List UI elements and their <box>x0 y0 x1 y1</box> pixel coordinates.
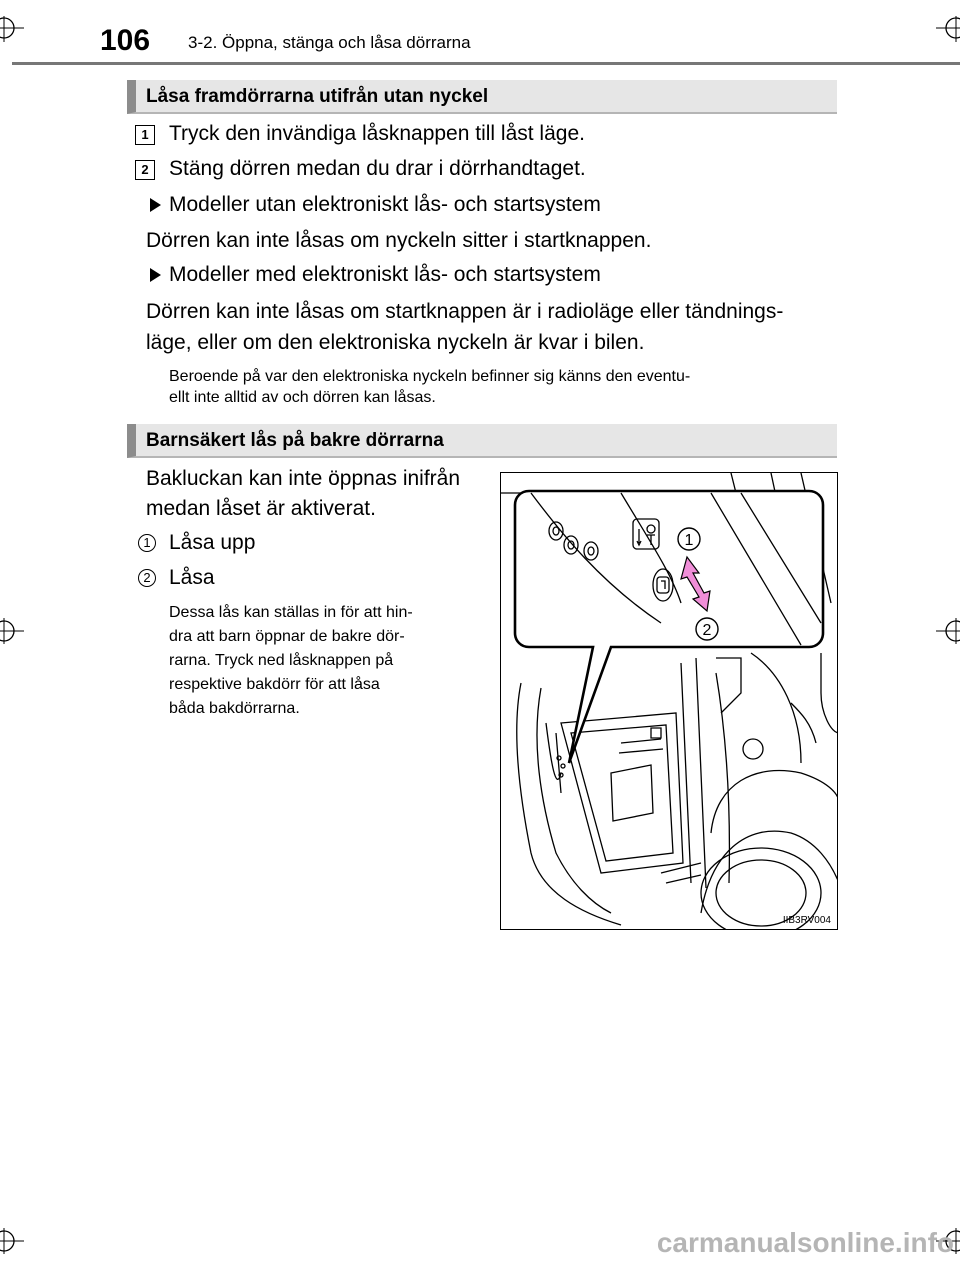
step-2-text: Stäng dörren medan du drar i dörrhandtaget. <box>169 157 586 180</box>
child-lock-note-line-5: båda bakdörrarna. <box>169 700 300 717</box>
item-unlock-label: Låsa upp <box>169 531 256 554</box>
header-rule <box>12 62 960 65</box>
child-lock-intro-line-2: medan låset är aktiverat. <box>146 497 376 520</box>
figure-callout-1: 1 <box>684 532 694 549</box>
callout-number-1: 1 <box>138 534 156 552</box>
section-heading-text: Barnsäkert lås på bakre dörrarna <box>146 430 444 451</box>
child-lock-note-line-1: Dessa lås kan ställas in för att hin- <box>169 604 413 621</box>
watermark: carmanualsonline.info <box>656 1227 954 1258</box>
note-line-1: Beroende på var den elektroniska nyckeln befinner sig känns den eventu- <box>169 368 691 385</box>
triangle-bullet-icon <box>150 268 161 282</box>
page-number: 106 <box>100 24 151 57</box>
child-lock-note-line-4: respektive bakdörr för att låsa <box>169 676 380 693</box>
child-lock-intro-line-1: Bakluckan kan inte öppnas inifrån <box>146 467 461 490</box>
registration-mark-top-left <box>0 16 24 42</box>
step-1-text: Tryck den invändiga låsknappen till låst läge. <box>169 122 585 145</box>
door-illustration-svg <box>501 473 838 930</box>
registration-mark-bottom-left <box>0 1228 24 1254</box>
section-heading-text: Låsa framdörrarna utifrån utan nyckel <box>146 86 489 107</box>
item-lock-label: Låsa <box>169 566 215 589</box>
registration-mark-mid-left <box>0 618 24 644</box>
section-heading-lock-front-doors <box>127 80 837 114</box>
child-lock-note-line-3: rarna. Tryck ned låsknappen på <box>169 652 394 669</box>
step-number-2: 2 <box>135 160 155 180</box>
chapter-title: 3-2. Öppna, stänga och låsa dörrarna <box>188 33 471 52</box>
triangle-bullet-icon <box>150 198 161 212</box>
child-lock-note-line-2: dra att barn öppnar de bakre dör- <box>169 628 405 645</box>
child-lock-illustration <box>500 472 838 930</box>
note-line-2: ellt inte alltid av och dörren kan låsas. <box>169 389 436 406</box>
figure-callout-2: 2 <box>702 622 712 639</box>
model-heading-without-smart-key: Modeller utan elektroniskt lås- och startsystem <box>169 193 601 216</box>
model-body-line-2: läge, eller om den elektroniska nyckeln är kvar i bilen. <box>146 331 645 354</box>
model-body-without-smart-key: Dörren kan inte låsas om nyckeln sitter i startknappen. <box>146 229 652 252</box>
model-heading-with-smart-key: Modeller med elektroniskt lås- och startsystem <box>169 263 601 286</box>
section-heading-child-lock <box>127 424 837 458</box>
figure-code: IIB3RV004 <box>782 915 831 926</box>
registration-mark-mid-right <box>936 618 960 644</box>
model-body-line-1: Dörren kan inte låsas om startknappen är i radioläge eller tändnings- <box>146 300 784 323</box>
step-number-1: 1 <box>135 125 155 145</box>
callout-number-2: 2 <box>138 569 156 587</box>
registration-mark-top-right <box>936 16 960 42</box>
